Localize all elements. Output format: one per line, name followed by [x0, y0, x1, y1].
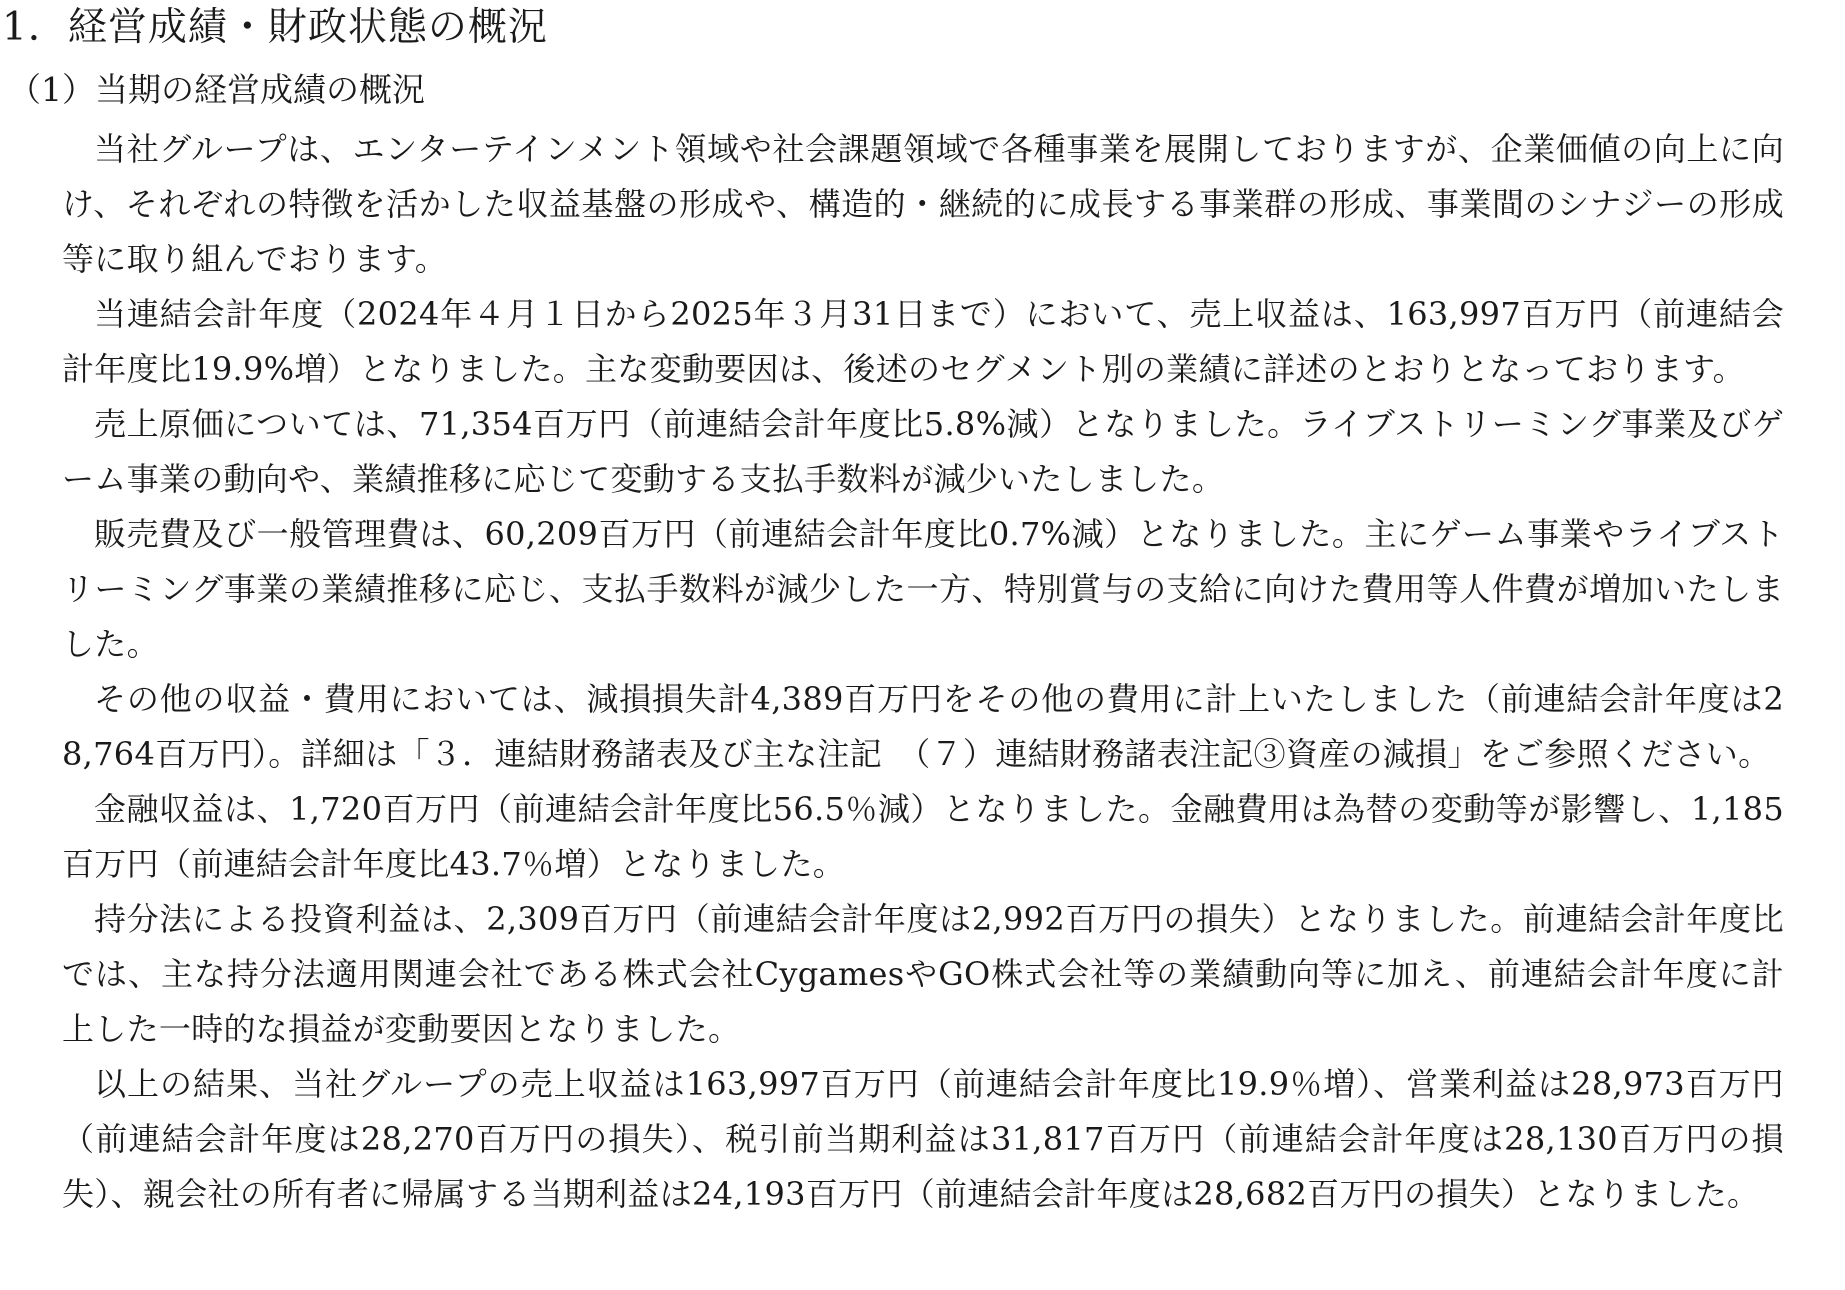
body-text — [62, 122, 1784, 1222]
paragraph-equity-method: 持分法による投資利益は、2,309百万円（前連結会計年度は2,992百万円の損失）となりました。前連結会計年度比では、主な持分法適用関連会社である株式会社CygamesやGO株式会社等の業績動向等に加え、前連結会計年度に計上した一時的な損益が変動要因となりました。 — [62, 900, 1784, 1048]
section-heading: 1．経営成績・財政状態の概況 — [2, 5, 548, 50]
paragraph-finance-income: 金融収益は、1,720百万円（前連結会計年度比56.5％減）となりました。金融費用は為替の変動等が影響し、1,185百万円（前連結会計年度比43.7％増）となりました。 — [62, 790, 1784, 883]
paragraph-overview: 当社グループは、エンターテインメント領域や社会課題領域で各種事業を展開しておりますが、企業価値の向上に向け、それぞれの特徴を活かした収益基盤の形成や、構造的・継続的に成長する事業群の形成、事業間のシナジーの形成等に取り組んでおります。 — [62, 130, 1785, 278]
sub-heading: （1）当期の経営成績の概況 — [8, 70, 425, 109]
paragraph-other-income-expenses: その他の収益・費用においては、減損損失計4,389百万円をその他の費用に計上いたしました（前連結会計年度は28,764百万円）。詳細は「３．連結財務諸表及び主な注記 （７）連結財務諸表注記③資産の減損」をご参照ください。 — [62, 680, 1784, 773]
paragraph-summary: 以上の結果、当社グループの売上収益は163,997百万円（前連結会計年度比19.9％増）、営業利益は28,973百万円（前連結会計年度は28,270百万円の損失）、税引前当期利益は31,817百万円（前連結会計年度は28,130百万円の損失）、親会社の所有者に帰属する当期利益は24,193百万円（前連結会計年度は28,682百万円の損失）となりました。 — [62, 1065, 1784, 1213]
paragraph-revenue: 当連結会計年度（2024年４月１日から2025年３月31日まで）において、売上収益は、163,997百万円（前連結会計年度比19.9%増）となりました。主な変動要因は、後述のセグメント別の業績に詳述のとおりとなっております。 — [62, 295, 1784, 388]
paragraph-sga-expenses: 販売費及び一般管理費は、60,209百万円（前連結会計年度比0.7%減）となりました。主にゲーム事業やライブストリーミング事業の業績推移に応じ、支払手数料が減少した一方、特別賞与の支給に向けた費用等人件費が増加いたしました。 — [62, 515, 1784, 663]
paragraph-cost-of-sales: 売上原価については、71,354百万円（前連結会計年度比5.8%減）となりました。ライブストリーミング事業及びゲーム事業の動向や、業績推移に応じて変動する支払手数料が減少いたしました。 — [62, 405, 1784, 498]
